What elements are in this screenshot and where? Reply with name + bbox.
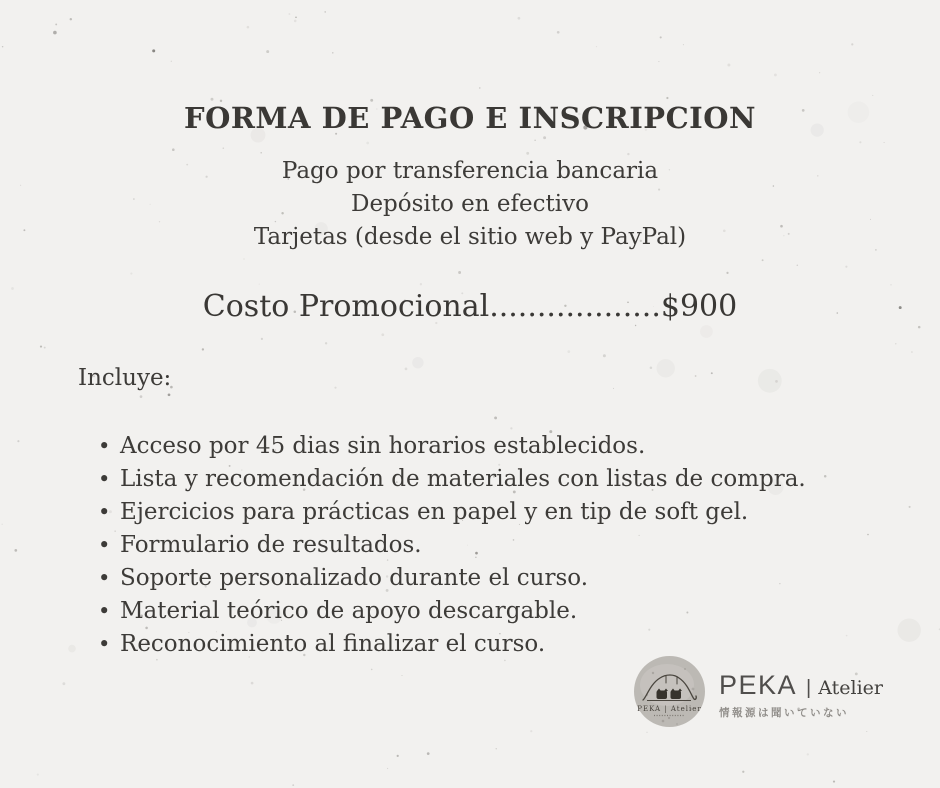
brand-atelier: Atelier	[818, 677, 883, 699]
list-item: • Material teórico de apoyo descargable.	[98, 595, 818, 628]
payment-method: Pago por transferencia bancaria	[281, 158, 659, 184]
brand-divider: |	[806, 677, 812, 699]
brand-logo	[633, 655, 883, 728]
list-item: • Soporte personalizado durante el curso.	[98, 562, 818, 595]
list-item: • Acceso por 45 dias sin horarios establecidos.	[98, 430, 818, 463]
peka-badge-icon	[633, 655, 706, 728]
list-item: • Reconocimiento al finalizar el curso.	[98, 628, 818, 661]
brand-name	[719, 670, 883, 701]
includes-list	[98, 430, 818, 661]
list-item: • Lista y recomendación de materiales con listas de compra.	[98, 463, 818, 496]
promo-price-line: Costo Promocional..................$900	[202, 289, 738, 324]
includes-label: Incluye:	[78, 365, 172, 391]
payment-method: Tarjetas (desde el sitio web y PayPal)	[253, 224, 687, 250]
page-title: FORMA DE PAGO E INSCRIPCION	[183, 101, 756, 136]
list-item: • Ejercicios para prácticas en papel y en tip de soft gel.	[98, 496, 818, 529]
payment-methods	[0, 155, 940, 254]
brand-text-block	[719, 670, 883, 720]
payment-method: Depósito en efectivo	[351, 191, 589, 217]
brand-tagline-japanese: 情報源は聞いていない	[719, 707, 849, 719]
list-item: • Formulario de resultados.	[98, 529, 818, 562]
badge-text: PEKA | Atelier	[637, 705, 702, 713]
brand-peka: PEKA	[719, 670, 798, 700]
